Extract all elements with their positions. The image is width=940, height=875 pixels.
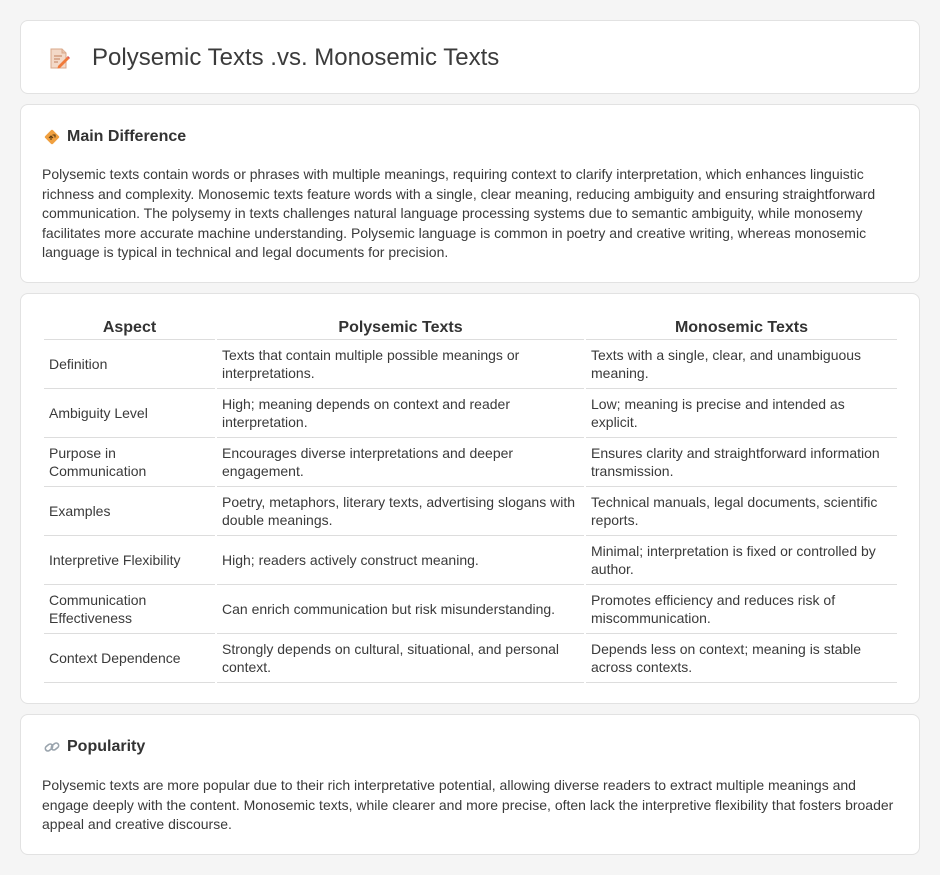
comparison-table [42,314,899,683]
main-difference-header [43,127,186,147]
cell-aspect: Definition [44,340,215,389]
table-row [44,634,897,683]
main-difference-text: Polysemic texts contain words or phrases with multiple meanings, requiring context to clarify interpretation, which enhances linguistic richness and complexity. Monosemic texts feature words with a single, clear meaning, reducing ambiguity and ensuring straightforward communication. The polysemy in texts challenges natural language processing systems due to semantic ambiguity, while monosemy facilitates more accurate machine understanding. Polysemic language is common in poetry and creative writing, whereas monosemic language is typical in technical and legal documents for precision. [42,166,876,260]
cell-polysemic: Strongly depends on cultural, situational, and personal context. [217,634,584,683]
header-card [20,20,920,94]
comparison-card [20,293,920,704]
cell-aspect: Examples [44,487,215,536]
table-row [44,340,897,389]
header-monosemic: Monosemic Texts [586,314,897,340]
table-row [44,438,897,487]
cell-aspect: Context Dependence [44,634,215,683]
cell-polysemic: Can enrich communication but risk misunderstanding. [217,585,584,634]
table-row [44,585,897,634]
cell-aspect: Ambiguity Level [44,389,215,438]
table-row [44,389,897,438]
table-row [44,487,897,536]
link-icon [43,738,61,756]
cell-monosemic: Texts with a single, clear, and unambiguous meaning. [586,340,897,389]
cell-aspect: Purpose in Communication [44,438,215,487]
popularity-header [43,737,145,757]
table-header-row [44,314,897,340]
cell-aspect: Interpretive Flexibility [44,536,215,585]
popularity-text: Polysemic texts are more popular due to their rich interpretative potential, allowing diverse readers to extract multiple meanings and engage deeply with the content. Monosemic texts, while clearer and more precise, often lack the interpretive flexibility that fosters broader appeal and creative discourse. [42,777,894,832]
page-title: Polysemic Texts .vs. Monosemic Texts [92,44,500,71]
cell-polysemic: High; readers actively construct meaning. [217,536,584,585]
main-difference-card [20,104,920,283]
cell-monosemic: Depends less on context; meaning is stable across contexts. [586,634,897,683]
memo-pencil-icon [47,47,71,71]
header-aspect: Aspect [44,314,215,340]
cell-monosemic: Technical manuals, legal documents, scientific reports. [586,487,897,536]
popularity-title: Popularity [67,738,146,755]
cell-polysemic: High; meaning depends on context and reader interpretation. [217,389,584,438]
cell-aspect: Communication Effectiveness [44,585,215,634]
cell-polysemic: Encourages diverse interpretations and deeper engagement. [217,438,584,487]
cell-monosemic: Minimal; interpretation is fixed or controlled by author. [586,536,897,585]
cell-polysemic: Texts that contain multiple possible meanings or interpretations. [217,340,584,389]
diamond-sign-icon [43,128,61,146]
main-difference-title: Main Difference [67,128,187,145]
cell-monosemic: Ensures clarity and straightforward information transmission. [586,438,897,487]
popularity-card [20,714,920,855]
cell-polysemic: Poetry, metaphors, literary texts, advertising slogans with double meanings. [217,487,584,536]
cell-monosemic: Promotes efficiency and reduces risk of miscommunication. [586,585,897,634]
table-row [44,536,897,585]
cell-monosemic: Low; meaning is precise and intended as explicit. [586,389,897,438]
header-polysemic: Polysemic Texts [217,314,584,340]
